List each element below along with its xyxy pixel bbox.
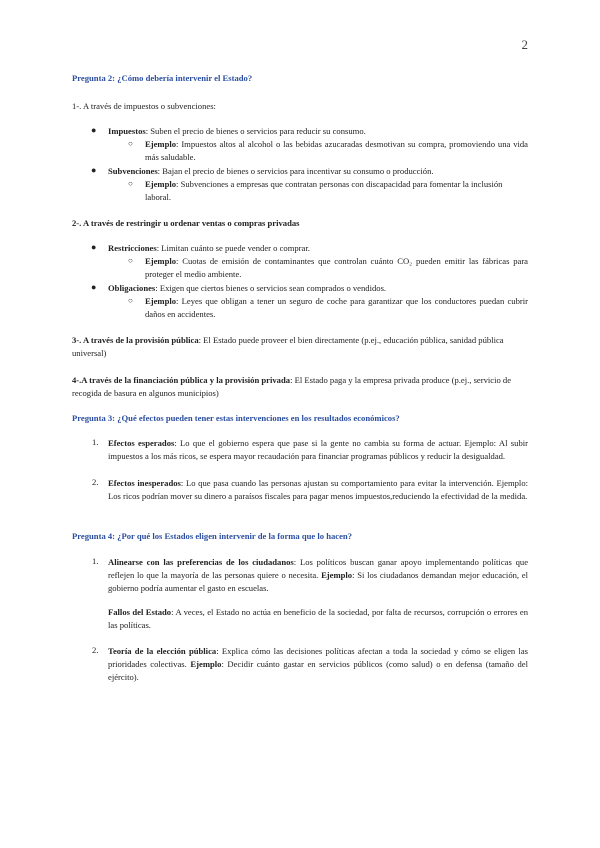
circle-bullet-icon: ○ [128,139,133,148]
circle-bullet-icon: ○ [128,179,133,188]
bullet-icon: ● [91,242,97,252]
eleccion-publica-example-text: : Decidir cuánto gastar en servicios públicos (como salud) o en defensa (tamaño del ejército). [108,659,528,682]
fallos-paragraph [108,606,528,632]
section-4-heading: 4-.A través de la financiación pública y la provisión privada [72,375,291,385]
section-1-heading: 1-. A través de impuestos o subvenciones: [72,101,216,111]
list-number: 2. [92,477,99,487]
fallos-text: : A veces, el Estado no actúa en beneficio de la sociedad, por falta de recursos, corrupción o errores en las políticas. [108,607,528,630]
section-4-text: : El Estado paga y la empresa privada produce (p.ej., servicio de recogida de basura en algunos municipios) [72,375,512,398]
alinearse-item [108,556,528,595]
obligaciones-term: Obligaciones [108,283,156,293]
question-4-title: Pregunta 4: ¿Por qué los Estados eligen intervenir de la forma que lo hacen? [72,531,353,541]
impuestos-example [145,138,528,164]
restricciones-text: : Limitan cuánto se puede vender o comprar. [156,243,310,253]
question-2-title: Pregunta 2: ¿Cómo debería intervenir el Estado? [72,73,253,83]
eleccion-publica-item [108,645,528,684]
impuestos-text: : Suben el precio de bienes o servicios para reducir su consumo. [145,126,366,136]
impuestos-term: Impuestos [108,126,146,136]
efectos-inesperados-text: : Lo que pasa cuando las personas ajustan su comportamiento para evitar la intervención. Ejemplo: Los ricos podrían mover su dinero a paraísos fiscales para pagar menos impuestos,reduciendo la efectividad de la medida. [108,478,528,501]
efectos-esperados-term: Efectos esperados [108,438,175,448]
bullet-icon: ● [91,125,97,135]
restricciones-example [145,255,528,281]
efectos-esperados-text: : Lo que el gobierno espera que pase si la gente no cambia su forma de actuar. Ejemplo: Al subir impuestos a los más ricos, se espera mayor recaudación para financiar programas públicos y reducir la desigualdad. [108,438,528,461]
section-3-paragraph [72,334,528,360]
efectos-esperados-item [108,437,528,463]
list-number: 2. [92,645,99,655]
restricciones-term: Restricciones [108,243,157,253]
restricciones-example-term: Ejemplo [145,256,177,266]
subvenciones-example [145,178,528,204]
subvenciones-example-term: Ejemplo [145,179,177,189]
list-number: 1. [92,437,99,447]
eleccion-publica-example-term: Ejemplo [190,659,222,669]
list-number: 1. [92,556,99,566]
restricciones-item [108,242,528,255]
impuestos-example-text: : Impuestos altos al alcohol o las bebidas azucaradas desmotivan su compra, promoviendo una vida más saludable. [145,139,528,162]
obligaciones-text: : Exigen que ciertos bienes o servicios sean comprados o vendidos. [155,283,387,293]
subvenciones-item [108,165,528,178]
page-number: 2 [521,37,528,52]
circle-bullet-icon: ○ [128,256,133,265]
section-3-heading: 3-. A través de la provisión pública [72,335,199,345]
eleccion-publica-text: : Explica cómo las decisiones políticas afectan a toda la sociedad y cómo se eligen las prioridades colectivas. [108,646,528,669]
section-3-text: : El Estado puede proveer el bien directamente (p.ej., educación pública, sanidad pública universal) [72,335,504,358]
alinearse-example-text: : Si los ciudadanos demandan mejor educación, el gobierno podría aumentar el gasto en escuelas. [108,570,528,593]
subvenciones-text: : Bajan el precio de bienes o servicios para incentivar su consumo o producción. [157,166,434,176]
fallos-term: Fallos del Estado [108,607,172,617]
circle-bullet-icon: ○ [128,296,133,305]
alinearse-term: Alinearse con las preferencias de los ciudadanos [108,557,294,567]
impuestos-item [108,125,528,138]
obligaciones-item [108,282,528,295]
subvenciones-term: Subvenciones [108,166,158,176]
efectos-inesperados-term: Efectos inesperados [108,478,181,488]
efectos-inesperados-item [108,477,528,503]
bullet-icon: ● [91,282,97,292]
section-4-paragraph [72,374,528,400]
eleccion-publica-term: Teoría de la elección pública [108,646,217,656]
section-2-heading: 2-. A través de restringir u ordenar ventas o compras privadas [72,218,300,228]
restricciones-example-text: : Cuotas de emisión de contaminantes que controlan cuánto CO₂ pueden emitir las fábricas para proteger el medio ambiente. [145,256,528,279]
subvenciones-example-text: : Subvenciones a empresas que contratan personas con discapacidad para fomentar la inclusión laboral. [145,179,503,202]
obligaciones-example-term: Ejemplo [145,296,177,306]
obligaciones-example-text: : Leyes que obligan a tener un seguro de coche para garantizar que los conductores puedan cubrir daños en accidentes. [145,296,528,319]
bullet-icon: ● [91,165,97,175]
question-3-title: Pregunta 3: ¿Qué efectos pueden tener estas intervenciones en los resultados económicos? [72,413,400,423]
alinearse-text: : Los políticos buscan ganar apoyo implementando políticas que reflejen lo que la mayoría de las personas quiere o necesita. [108,557,529,580]
impuestos-example-term: Ejemplo [145,139,177,149]
alinearse-example-term: Ejemplo [321,570,353,580]
obligaciones-example [145,295,528,321]
